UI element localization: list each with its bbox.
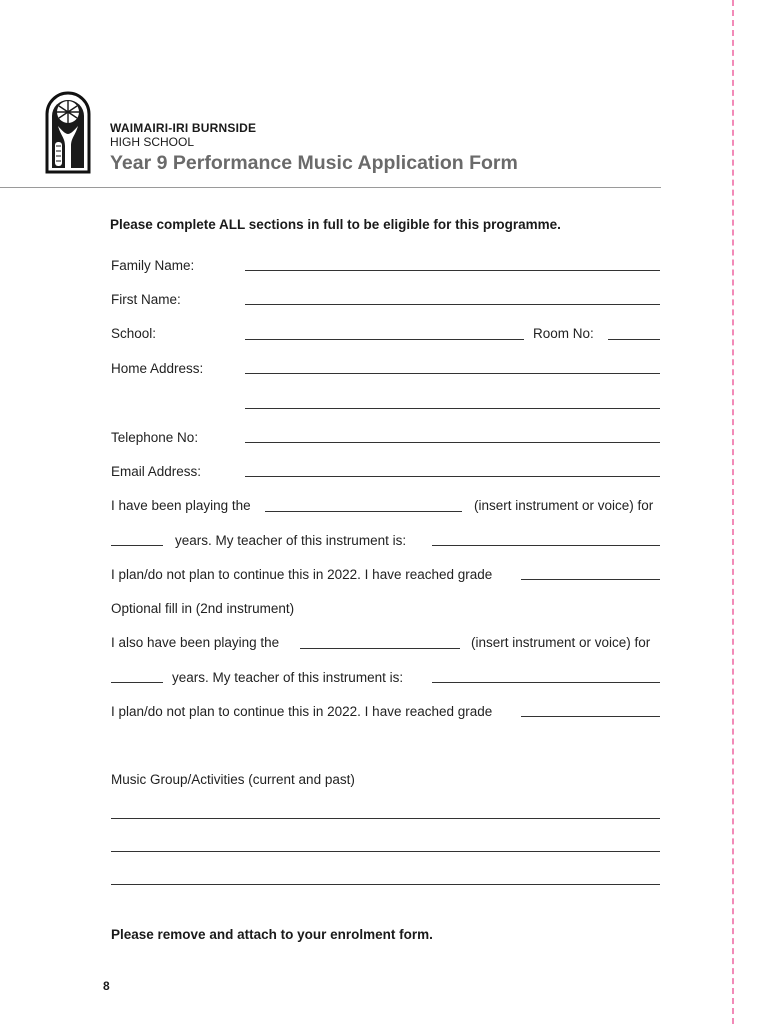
instrument1-suffix: (insert instrument or voice) for (474, 498, 654, 513)
instrument2-field[interactable] (300, 648, 460, 649)
family-name-field[interactable] (245, 270, 660, 271)
instrument2-years-field[interactable] (111, 682, 163, 683)
home-address-field-1[interactable] (245, 373, 660, 374)
instrument2-years-text: years. My teacher of this instrument is: (172, 670, 404, 685)
music-groups-field-2[interactable] (111, 851, 660, 852)
family-name-label: Family Name: (111, 258, 195, 273)
header-divider (0, 187, 661, 188)
instrument1-years-text: years. My teacher of this instrument is: (175, 533, 407, 548)
cut-line (732, 0, 734, 1024)
telephone-label: Telephone No: (111, 430, 199, 445)
school-name: WAIMAIRI-IRI BURNSIDE (110, 121, 257, 135)
instructions: Please complete ALL sections in full to be eligible for this programme. (110, 217, 561, 232)
instrument1-prefix: I have been playing the (111, 498, 251, 513)
music-groups-field-1[interactable] (111, 818, 660, 819)
school-subtitle: HIGH SCHOOL (110, 135, 195, 149)
school-label: School: (111, 326, 157, 341)
email-label: Email Address: (111, 464, 202, 479)
home-address-label: Home Address: (111, 361, 204, 376)
home-address-field-2[interactable] (245, 408, 660, 409)
room-no-label: Room No: (533, 326, 594, 341)
instrument2-plan-text: I plan/do not plan to continue this in 2022. I have reached grade (111, 704, 493, 719)
instrument2-grade-field[interactable] (521, 716, 660, 717)
telephone-field[interactable] (245, 442, 660, 443)
footer-note: Please remove and attach to your enrolment form. (111, 927, 433, 942)
instrument1-field[interactable] (265, 511, 462, 512)
page-number: 8 (103, 979, 110, 993)
instrument2-prefix: I also have been playing the (111, 635, 280, 650)
instrument1-grade-field[interactable] (521, 579, 660, 580)
instrument1-teacher-field[interactable] (432, 545, 660, 546)
instrument2-suffix: (insert instrument or voice) for (471, 635, 651, 650)
email-field[interactable] (245, 476, 660, 477)
instrument1-plan-text: I plan/do not plan to continue this in 2022. I have reached grade (111, 567, 493, 582)
first-name-field[interactable] (245, 304, 660, 305)
optional-heading: Optional fill in (2nd instrument) (111, 601, 295, 616)
instrument2-teacher-field[interactable] (432, 682, 660, 683)
school-field[interactable] (245, 339, 524, 340)
music-groups-field-3[interactable] (111, 884, 660, 885)
room-no-field[interactable] (608, 339, 660, 340)
school-crest-icon (44, 90, 92, 174)
instrument1-years-field[interactable] (111, 545, 163, 546)
form-title: Year 9 Performance Music Application Form (110, 152, 518, 174)
music-groups-label: Music Group/Activities (current and past) (111, 772, 355, 787)
first-name-label: First Name: (111, 292, 181, 307)
